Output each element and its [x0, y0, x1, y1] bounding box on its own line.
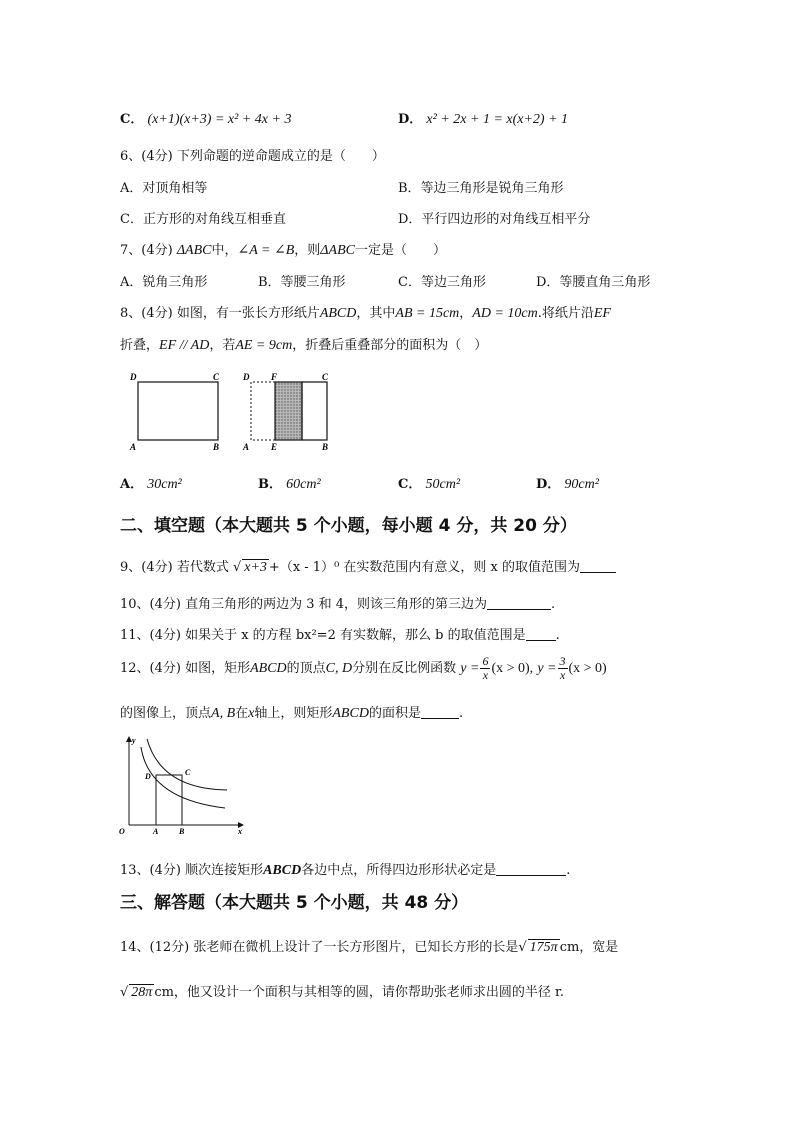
- q12-stem-line1: 12、(4分) 如图，矩形ABCD的顶点C, D分别在反比例函数 y = $\frac{6}{x}$ (x > 0), y = $\frac{3}{x}$ (x > 0): [120, 654, 607, 682]
- q8-stem-line1: 8、(4分) 如图，有一张长方形纸片ABCD，其中AB = 15cm，AD = 10cm.将纸片沿EF: [120, 306, 611, 321]
- q7-option-b: B．等腰三角形: [258, 275, 346, 290]
- q7-option-a: A．锐角三角形: [120, 275, 208, 290]
- q5-option-d: D． x² + 2x + 1 = x(x+2) + 1: [398, 112, 569, 127]
- q8-label-c: C: [213, 372, 220, 382]
- q10-answer-blank[interactable]: [487, 597, 551, 610]
- q6-option-b: B．等边三角形是锐角三角形: [398, 181, 564, 196]
- q12-rectangle-abcd: [156, 775, 182, 825]
- q8-label-b2: B: [322, 442, 329, 452]
- q8-label-b: B: [213, 442, 220, 452]
- q8-overlap-shaded: [275, 382, 302, 440]
- q14-stem-line1: 14、(12分) 张老师在微机上设计了一长方形图片，已知长方形的长是√ 175π cm，宽是: [120, 940, 619, 955]
- q12-label-d: D: [145, 772, 151, 781]
- q7-stem: 7、(4分) ΔABC中，∠A = ∠B，则ΔABC一定是（ ）: [120, 243, 446, 258]
- q7-option-d: D．等腰直角三角形: [536, 275, 651, 290]
- q12-label-x: x: [238, 827, 242, 836]
- q8-stem-line2: 折叠，EF // AD，若AE = 9cm，折叠后重叠部分的面积为（ ）: [120, 338, 488, 353]
- q8-fold-dashed: [251, 382, 275, 440]
- q9-stem: 9、(4分) 若代数式 √ x+3 +（x - 1）⁰ 在实数范围内有意义，则 x 的取值范围为: [120, 556, 616, 576]
- q12-stem-line2: 的图像上，顶点A, B在x轴上，则矩形ABCD的面积是 .: [120, 706, 464, 721]
- q12-inverse-function-figure: [115, 733, 250, 841]
- q6-stem: 6、(4分) 下列命题的逆命题成立的是（ ）: [120, 149, 385, 164]
- q8-label-a: A: [130, 442, 137, 452]
- section-2-heading: 二、填空题（本大题共 5 个小题，每小题 4 分，共 20 分）: [120, 516, 577, 536]
- q8-label-f: F: [271, 372, 278, 382]
- q8-label-c2: C: [322, 372, 329, 382]
- q12-label-b: B: [179, 827, 185, 836]
- q12-label-a: A: [153, 827, 159, 836]
- q12-fraction-6-over-x: $\frac{6}{x}$: [482, 654, 489, 682]
- q8-option-c: C． 50cm²: [398, 477, 461, 492]
- q8-option-a: A． 30cm²: [120, 477, 182, 492]
- q12-answer-blank[interactable]: [421, 706, 459, 719]
- q6-option-a: A．对顶角相等: [120, 181, 208, 196]
- q8-rect-original: [138, 382, 218, 440]
- q8-label-e: E: [271, 442, 278, 452]
- q11-answer-blank[interactable]: [526, 628, 556, 641]
- q12-label-o: O: [119, 827, 125, 836]
- q8-option-b: B． 60cm²: [258, 477, 321, 492]
- q8-label-d2: D: [243, 372, 250, 382]
- q12-label-c: C: [185, 768, 191, 777]
- q12-fraction-3-over-x: $\frac{3}{x}$: [559, 654, 566, 682]
- q8-option-d: D． 90cm²: [536, 477, 599, 492]
- q8-rectangle-fold-figure: [125, 368, 345, 454]
- q6-option-d: D．平行四边形的对角线互相平分: [398, 212, 591, 227]
- q13-answer-blank[interactable]: [496, 863, 566, 876]
- q5-option-d-expr: x² + 2x + 1 = x(x+2) + 1: [426, 112, 569, 127]
- q6-option-c: C．正方形的对角线互相垂直: [120, 212, 286, 227]
- q11-stem: 11、(4分) 如果关于 x 的方程 bx²=2 有实数解，那么 b 的取值范围是 .: [120, 628, 560, 643]
- q9-answer-blank[interactable]: [580, 560, 616, 573]
- q12-label-y: y: [132, 736, 136, 745]
- q7-option-c: C．等边三角形: [398, 275, 486, 290]
- q5-option-c-expr: (x+1)(x+3) = x² + 4x + 3: [147, 112, 292, 127]
- q14-stem-line2: √ 28π cm，他又设计一个面积与其相等的圆，请你帮助张老师求出圆的半径 r.: [120, 985, 564, 1000]
- q8-label-a2: A: [243, 442, 250, 452]
- q10-stem: 10、(4分) 直角三角形的两边为 3 和 4，则该三角形的第三边为 .: [120, 597, 556, 612]
- q8-label-d: D: [130, 372, 137, 382]
- q8-rect-right: [302, 382, 327, 440]
- section-3-heading: 三、解答题（本大题共 5 个小题，共 48 分）: [120, 893, 469, 913]
- q13-stem: 13、(4分) 顺次连接矩形ABCD各边中点，所得四边形形状必定是 .: [120, 863, 571, 878]
- q5-option-c: C． (x+1)(x+3) = x² + 4x + 3: [120, 112, 292, 127]
